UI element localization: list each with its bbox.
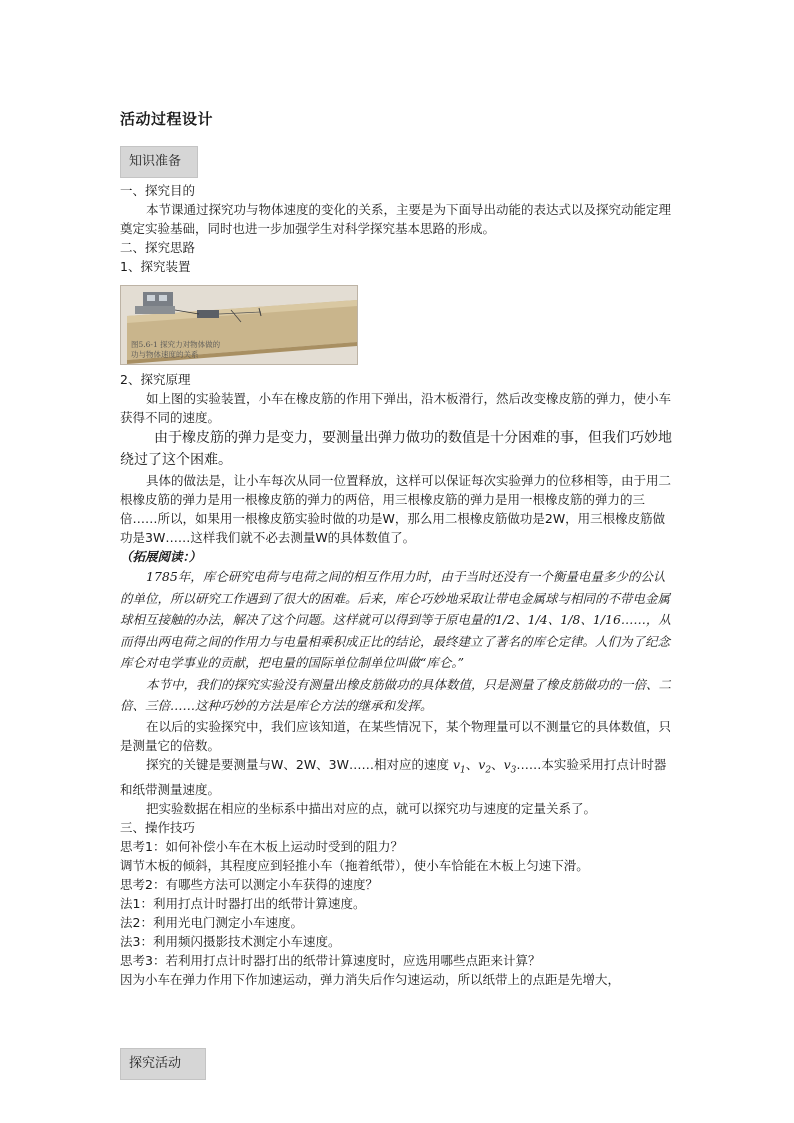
- principle-text-3: 具体的做法是，让小车每次从同一位置释放，这样可以保证每次实验弹力的位移相等，由于用二根橡皮筋的弹力是用一根橡皮筋的弹力的两倍，用三根橡皮筋的弹力是用一根橡皮筋的弹力的三倍……所以，如果用一根橡皮筋实验时做的功是W，那么用二根橡皮筋做功是2W，用三根橡皮筋做功是3W……这样我们就不必去测量W的具体数值了。: [120, 473, 672, 545]
- velocity-v1: $v_1$: [452, 756, 466, 775]
- velocity-v2: $v_2$: [478, 756, 492, 775]
- velocity-v3: $v_3$: [503, 756, 517, 775]
- section-header-activity: 探究活动: [120, 1048, 206, 1080]
- purpose-block: [120, 181, 676, 276]
- heading-purpose: 一、探究目的: [120, 183, 196, 198]
- page-title: 活动过程设计: [120, 110, 214, 128]
- principle-text-2: 由于橡皮筋的弹力是变力，要测量出弹力做功的数值是十分困难的事，但我们巧妙地绕过了这个困难。: [120, 430, 672, 468]
- figure-caption-text: 图5.6-1 探究力对物体做的功与物体速度的关系: [131, 340, 221, 359]
- plot-text: 把实验数据在相应的坐标系中描出对应的点，就可以探究功与速度的定量关系了。: [146, 801, 597, 816]
- section-header-knowledge: 知识准备: [120, 146, 198, 178]
- question-1: 思考1：如何补偿小车在木板上运动时受到的阻力？: [120, 839, 403, 854]
- extended-reading-text-2: 本节中，我们的探究实验没有测量出橡皮筋做功的具体数值，只是测量了橡皮筋做功的一倍、二倍、三倍……这种巧妙的方法是库仑方法的继承和发挥。: [120, 676, 672, 713]
- key-measurement-text-b: ……本实验采用打点计时器和纸带测量速度。: [120, 756, 667, 797]
- apparatus-figure: [120, 285, 358, 365]
- extended-reading-text-1: 1785年，库仑研究电荷与电荷之间的相互作用力时，由于当时还没有一个衡量电量多少的公认的单位，所以研究工作遇到了很大的困难。后来，库仑巧妙地采取让带电金属球与相同的不带电金属球相互接触的办法，解决了这个问题。这样就可以得到等于原电量的1/2、1/4、1/8、1/16……，从而得出两电荷之间的作用力与电量相乘积成正比的结论，最终建立了著名的库仑定律。人们为了纪念库仑对电学事业的贡献，把电量的国际单位制单位叫做“库仑。”: [120, 569, 671, 670]
- heading-principle: 2、探究原理: [120, 372, 191, 387]
- method-1: 法1：利用打点计时器打出的纸带计算速度。: [120, 896, 366, 911]
- answer-3: 因为小车在弹力作用下作加速运动，弹力消失后作匀速运动，所以纸带上的点距是先增大，: [120, 972, 621, 987]
- extended-reading-label: （拓展阅读：）: [120, 549, 202, 564]
- heading-apparatus: 1、探究装置: [120, 259, 191, 274]
- key-measurement-text-a: 探究的关键是要测量与W、2W、3W……相对应的速度: [146, 756, 449, 772]
- purpose-text: 本节课通过探究功与物体速度的变化的关系，主要是为下面导出动能的表达式以及探究动能定理奠定实验基础，同时也进一步加强学生对科学探究基本思路的形成。: [120, 202, 672, 236]
- question-3: 思考3：若利用打点计时器打出的纸带计算速度时，应选用哪些点距来计算？: [120, 953, 541, 968]
- figure-caption: [131, 340, 223, 360]
- method-3: 法3：利用频闪摄影技术测定小车速度。: [120, 934, 341, 949]
- heading-technique: 三、操作技巧: [120, 820, 196, 835]
- principle-text-1: 如上图的实验装置，小车在橡皮筋的作用下弹出，沿木板滑行，然后改变橡皮筋的弹力，使小车获得不同的速度。: [120, 391, 672, 425]
- question-2: 思考2：有哪些方法可以测定小车获得的速度？: [120, 877, 378, 892]
- method-2: 法2：利用光电门测定小车速度。: [120, 915, 303, 930]
- key-measurement-text: 探究的关键是要测量与W、2W、3W……相对应的速度 $v_1$、$v_2$、$v_3\dots\dots$本实验采用打点计时器和纸带测量速度。: [120, 756, 667, 797]
- answer-1: 调节木板的倾斜，其程度应到轻推小车（拖着纸带），使小车恰能在木板上匀速下滑。: [120, 858, 589, 873]
- later-exploration-text: 在以后的实验探究中，我们应该知道，在某些情况下，某个物理量可以不测量它的具体数值，只是测量它的倍数。: [120, 718, 672, 753]
- heading-approach: 二、探究思路: [120, 240, 196, 255]
- principle-block: [120, 370, 676, 989]
